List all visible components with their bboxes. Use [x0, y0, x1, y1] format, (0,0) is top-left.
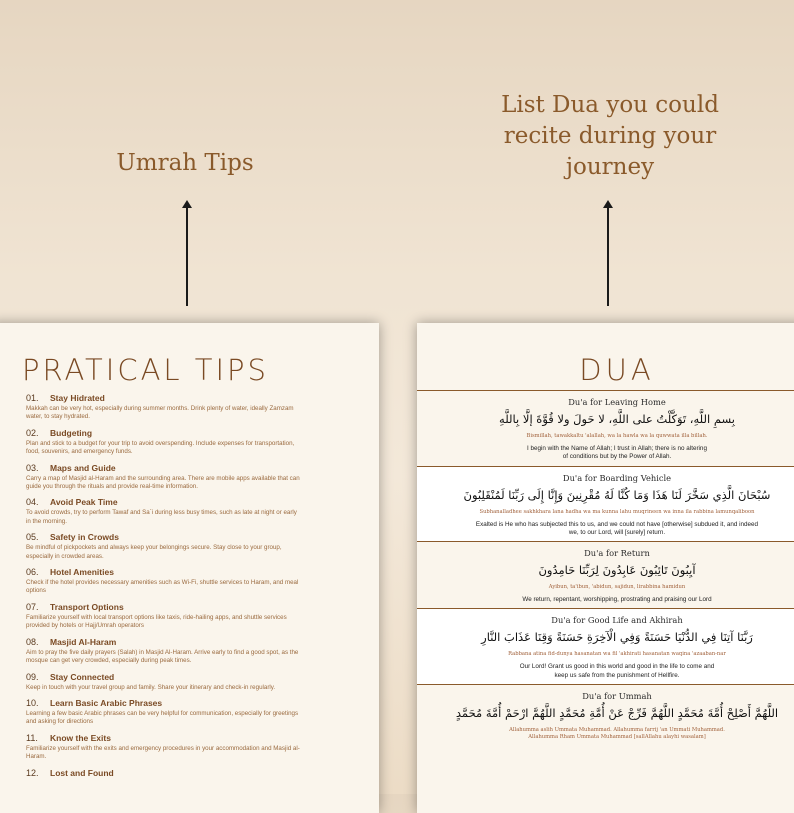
- tip-heading-text: Stay Hidrated: [50, 393, 105, 403]
- tip-heading: [26, 602, 346, 612]
- tip-description-line: in the morning.: [26, 517, 67, 525]
- umrah-tips-callout: [95, 150, 275, 176]
- dua-transliteration-line: Allahumma aslih Ummata Muhammad. Allahumma farrij 'an Ummati Muhammad.: [509, 727, 725, 734]
- dua-meaning-line: Our Lord! Grant us good in this world and good in the life to come and: [519, 663, 715, 671]
- tip-description: [26, 710, 346, 727]
- dua-meaning: [429, 445, 794, 462]
- dua-arabic-text: سُبْحَانَ الَّذِي سَخَّرَ لَنَا هَذَا وَمَا كُنَّا لَهُ مُقْرِنِينَ وَإِنَّا إِلَى رَبِّنَا لَمُنْقَلِبُونَ: [463, 487, 771, 502]
- dua-name: Du'a for Leaving Home: [568, 397, 666, 407]
- tip-heading-text: Hotel Amenities: [50, 567, 114, 578]
- tip-description: [26, 745, 346, 762]
- dua-block: [417, 390, 794, 466]
- tip-description-line: Plan and stick to a budget for your trip to avoid overspending. Include expenses for transportation,: [26, 439, 295, 447]
- tip-description: [26, 684, 346, 692]
- tip-number: 04.: [26, 497, 39, 508]
- dua-transliteration-line: Bismillah, tawakkaltu 'alallah, wa la hawla wa la quwwata illa billah.: [526, 433, 708, 439]
- tip-item: [26, 698, 346, 727]
- tip-description: [26, 475, 346, 492]
- dua-title: DUA: [579, 353, 655, 387]
- tip-number: 11.: [26, 732, 38, 743]
- tip-description: [26, 649, 346, 666]
- tip-heading-text: Lost and Found: [50, 767, 114, 778]
- dua-meaning-line: Exalted is He who has subjected this to us, and we could not have [otherwise] subdued it, and indeed: [475, 520, 759, 528]
- tip-item: [26, 602, 346, 631]
- tip-item: [26, 637, 346, 666]
- up-arrow-icon: [607, 206, 609, 306]
- tip-description: [26, 579, 346, 596]
- tip-heading-text: Maps and Guide: [50, 462, 116, 473]
- tip-description-line: Haram.: [26, 753, 47, 761]
- tip-number: 06.: [26, 567, 39, 578]
- dua-arabic-text: رَبَّنَا آتِنَا فِي الدُّنْيَا حَسَنَةً وَفِي الْآخِرَةِ حَسَنَةً وَقِنَا عَذَابَ النَّارِ: [481, 630, 753, 645]
- dua-name: Du'a for Ummah: [582, 691, 652, 702]
- tip-item: [26, 497, 346, 526]
- dua-callout: [490, 90, 730, 183]
- tip-item: [26, 463, 346, 492]
- tip-number: 03.: [26, 462, 39, 473]
- dua-block: [417, 608, 794, 684]
- tip-number: 12.: [26, 767, 39, 778]
- tip-description-line: mosque can get very crowded, especially during peak times.: [26, 657, 192, 665]
- tip-heading: [26, 497, 346, 507]
- dua-meaning-line: We return, repentant, worshipping, prostrating and praising our Lord: [522, 596, 712, 604]
- arrow-head: [182, 200, 192, 208]
- dua-arabic-text: آيِبُونَ تَائِبُونَ عَابِدُونَ لِرَبِّنَا حَامِدُونَ: [538, 563, 696, 578]
- tip-description-line: guide you through the rituals and provide real-time information.: [26, 483, 198, 491]
- dua-transliteration: [429, 433, 794, 440]
- tip-description-line: provided by hotels or Hajj/Umrah operators: [26, 622, 144, 630]
- tip-heading: [26, 637, 346, 647]
- tip-heading: [26, 768, 346, 778]
- tip-number: 09.: [26, 671, 39, 682]
- dua-transliteration: [429, 509, 794, 516]
- tip-description-line: Keep in touch with your travel group and family. Share your itinerary and check-in regularly.: [26, 683, 276, 691]
- tip-description-line: Check if the hotel provides necessary amenities such as Wi-Fi, shuttle services to Haram, and meal: [26, 579, 299, 587]
- tip-description-line: options: [26, 587, 46, 595]
- tips-list: [26, 393, 346, 784]
- tip-heading: [26, 393, 346, 403]
- tip-number: 02.: [26, 427, 39, 438]
- dua-transliteration: [429, 584, 794, 591]
- arrow-head: [603, 200, 613, 208]
- tip-heading: [26, 672, 346, 682]
- tip-item: [26, 532, 346, 561]
- dua-transliteration-line: Rabbana atina fid-dunya hasanatan wa fil 'akhirati hasanatan waqina 'azaaban-nar: [508, 651, 726, 658]
- tip-heading: [26, 567, 346, 577]
- tip-heading-text: Know the Exits: [50, 732, 111, 743]
- dua-callout-line: recite during your: [503, 123, 717, 149]
- tip-description: [26, 405, 346, 422]
- tip-description-line: Familiarize yourself with the exits and emergency procedures in your accommodation and Masjid al-: [26, 744, 300, 752]
- tip-number: 08.: [26, 636, 39, 647]
- dua-transliteration: [429, 651, 794, 658]
- tip-heading-text: Safety in Crowds: [50, 532, 119, 543]
- dua-callout-line: List Dua you could: [501, 92, 719, 118]
- tips-title: PRATICAL TIPS: [22, 353, 269, 387]
- dua-meaning-line: keep us safe from the punishment of Hellfire.: [554, 671, 680, 679]
- dua-callout-line: journey: [565, 154, 655, 180]
- tip-description-line: especially in crowded areas.: [26, 552, 104, 560]
- dua-meaning-line: we, to our Lord, will [surely] return.: [568, 528, 666, 536]
- dua-arabic-text: بِسمِ اللَّهِ، تَوَكَّلْتُ على اللَّهِ، لا حَولَ ولا قُوَّةَ إلَّا بِاللَّهِ: [499, 412, 735, 426]
- tip-item: [26, 393, 346, 422]
- tip-heading-text: Transport Options: [50, 601, 124, 612]
- dua-list: [417, 390, 794, 745]
- tip-description-line: Learning a few basic Arabic phrases can be very helpful for communication, especially for greetings: [26, 709, 299, 717]
- dua-block: [417, 541, 794, 608]
- dua-transliteration: [429, 727, 794, 741]
- tip-heading: [26, 532, 346, 542]
- tip-description: [26, 544, 346, 561]
- tip-item: [26, 567, 346, 596]
- tip-heading-text: Budgeting: [50, 427, 93, 438]
- tip-description-line: food, souvenirs, and emergency funds.: [26, 448, 133, 456]
- tip-description: [26, 614, 346, 631]
- practical-tips-page: [0, 323, 379, 813]
- dua-transliteration-line: Allahumma Rham Ummata Muhammad [sallAllahu alayhi wasalam]: [528, 734, 706, 741]
- tip-description-line: To avoid crowds, try to perform Tawaf and Sa`i during less busy times, such as late at night or early: [26, 509, 297, 517]
- dua-name: Du'a for Good Life and Akhirah: [551, 615, 683, 626]
- tip-item: [26, 768, 346, 778]
- umrah-tips-callout-text: Umrah Tips: [116, 150, 254, 176]
- dua-name: Du'a for Boarding Vehicle: [562, 472, 672, 483]
- tip-description: [26, 509, 346, 526]
- tip-number: 01.: [26, 393, 39, 403]
- dua-name: Du'a for Return: [584, 548, 650, 559]
- tip-item: [26, 428, 346, 457]
- dua-page: [417, 323, 794, 813]
- dua-transliteration-line: Ayibun, ta'ibun, 'abidun, sajidun, lirabbina hamidun: [548, 584, 686, 591]
- tip-heading-text: Learn Basic Arabic Phrases: [50, 697, 163, 708]
- tip-number: 10.: [26, 697, 39, 708]
- tip-heading-text: Stay Connected: [50, 671, 115, 682]
- tip-heading-text: Avoid Peak Time: [50, 497, 118, 508]
- dua-block: [417, 684, 794, 745]
- tip-description-line: Makkah can be very hot, especially during summer months. Drink plenty of water, ideally Zamzam: [26, 405, 294, 412]
- dua-arabic-text: اللَّهُمَّ أَصْلِحْ أُمَّةَ مُحَمَّدٍ اللَّهُمَّ فَرِّجْ عَنْ أُمَّةِ مُحَمَّدٍ اللَّهُمَّ ارْحَمْ أُمَّةَ مُحَمَّدٍ: [455, 706, 779, 721]
- dua-meaning-line: of conditions but by the Power of Allah.: [562, 453, 672, 461]
- tip-description: [26, 440, 346, 457]
- dua-block: [417, 466, 794, 542]
- dua-meaning-line: I begin with the Name of Allah; I trust in Allah; there is no altering: [527, 445, 707, 452]
- tip-description-line: Carry a map of Masjid al-Haram and the surrounding area. There are mobile apps available that can: [26, 474, 300, 482]
- tip-description-line: Be mindful of pickpockets and always keep your belongings secure. Stay close to your group,: [26, 544, 282, 552]
- dua-transliteration-line: Subhanalladhee sakhkhara lana hadha wa ma kunna lahu muqrineen wa inna ila rabbina lamunqaliboon: [479, 508, 755, 515]
- tip-description-line: Aim to pray the five daily prayers (Salah) in Masjid Al-Haram. Arrive early to find a good spot, as the: [26, 648, 299, 656]
- tip-number: 07.: [26, 601, 39, 612]
- tip-heading: [26, 698, 346, 708]
- tip-heading-text: Masjid Al-Haram: [50, 636, 117, 647]
- tip-description-line: and asking for directions: [26, 718, 94, 726]
- dua-meaning: [429, 596, 794, 604]
- tip-heading: [26, 733, 346, 743]
- tip-description-line: water, to stay hydrated.: [26, 413, 90, 421]
- tip-heading: [26, 463, 346, 473]
- tip-item: [26, 672, 346, 692]
- tip-description-line: Familiarize yourself with local transport options like taxis, ride-hailing apps, and shuttle services: [26, 613, 287, 621]
- tip-number: 05.: [26, 532, 39, 543]
- dua-meaning: [429, 521, 794, 538]
- up-arrow-icon: [186, 206, 188, 306]
- dua-meaning: [429, 663, 794, 680]
- tip-heading: [26, 428, 346, 438]
- tip-item: [26, 733, 346, 762]
